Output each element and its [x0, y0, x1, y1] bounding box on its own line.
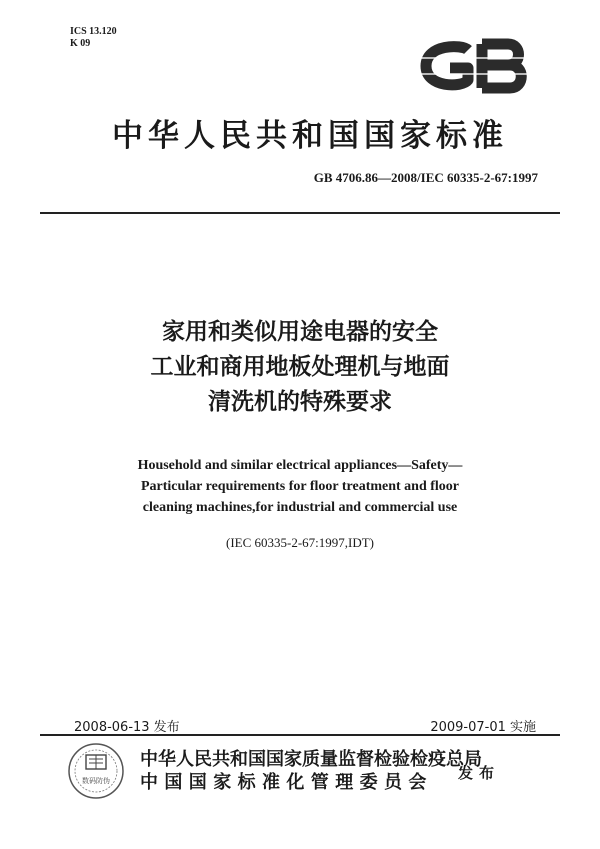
- issuing-authorities: [140, 748, 482, 794]
- footer-divider: [40, 734, 560, 736]
- gb-logo: [418, 38, 530, 94]
- seal-text: 数码防伪: [82, 777, 110, 785]
- gb-logo-text: GB: [418, 38, 420, 39]
- header-divider: [40, 212, 560, 214]
- chinese-title: [0, 315, 600, 420]
- publish-label: 发布: [458, 764, 501, 782]
- classification-codes: [70, 26, 117, 50]
- ics-code: ICS 13.120: [70, 26, 117, 37]
- issuer-aqsiq: 中华人民共和国国家质量监督检验检疫总局: [140, 749, 482, 770]
- implementation-date: 2009-07-01 实施: [430, 720, 536, 735]
- chinese-title-line: 清洗机的特殊要求: [208, 389, 392, 415]
- standard-number: GB 4706.86—2008/IEC 60335-2-67:1997: [313, 170, 538, 185]
- iec-equivalence: (IEC 60335-2-67:1997,IDT): [225, 535, 375, 550]
- english-title-line: cleaning machines,for industrial and commercial use: [142, 500, 458, 515]
- issue-date: 2008-06-13 发布: [74, 720, 180, 735]
- chinese-title-line: 家用和类似用途电器的安全: [162, 319, 438, 345]
- ccs-code: K 09: [70, 38, 91, 49]
- national-standard-title: 中华人民共和国国家标准: [112, 118, 508, 154]
- issuer-sac: 中国国家标准化管理委员会: [140, 772, 433, 793]
- chinese-title-line: 工业和商用地板处理机与地面: [150, 354, 450, 380]
- english-title-line: Particular requirements for floor treatment and floor: [140, 479, 460, 494]
- english-title-line: Household and similar electrical appliances—Safety—: [137, 458, 463, 473]
- english-title: [0, 455, 600, 518]
- anti-counterfeit-seal-icon: [66, 741, 126, 801]
